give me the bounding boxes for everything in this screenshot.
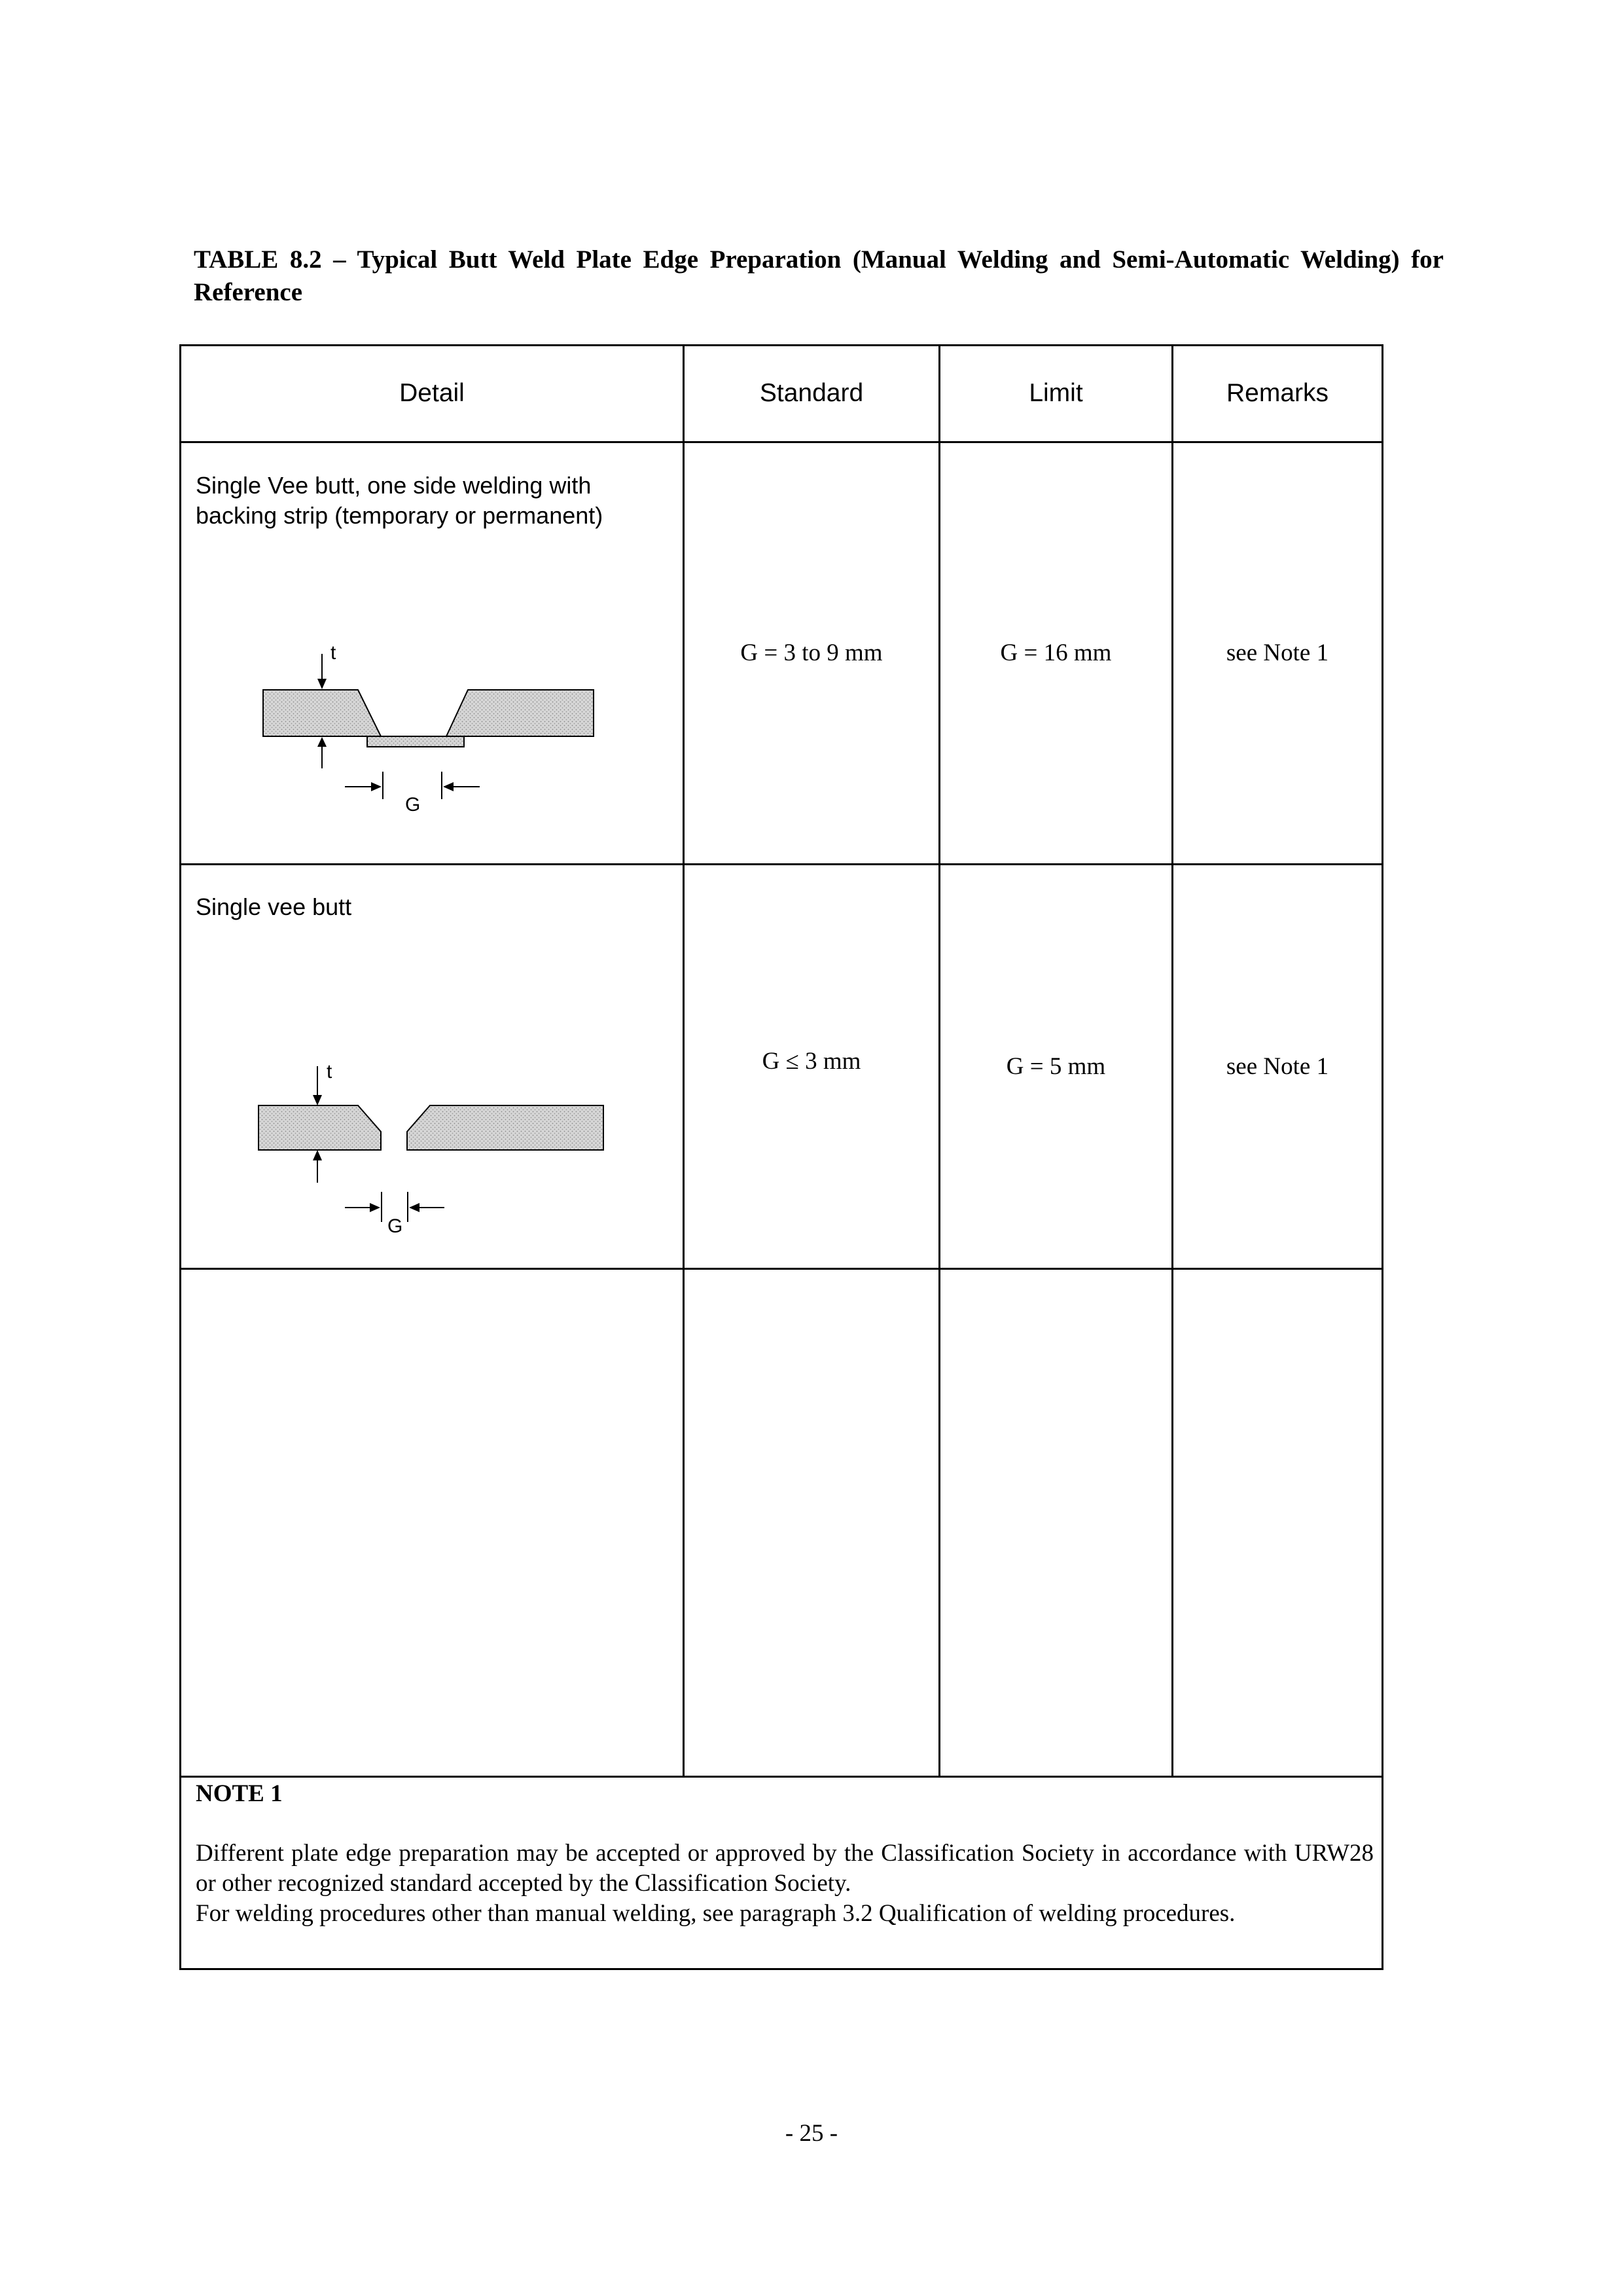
table-title: TABLE 8.2 – Typical Butt Weld Plate Edge Preparation (Manual Welding and Semi-Automatic Welding) for Reference — [194, 245, 1444, 306]
note-body — [196, 1839, 1374, 1929]
right-plate-shape — [407, 1105, 603, 1150]
row-divider — [181, 1268, 1382, 1270]
row1-remarks: see Note 1 — [1226, 639, 1329, 666]
row1-detail: Single Vee butt, one side welding with backing strip (temporary or permanent) — [196, 472, 603, 529]
header-limit: Limit — [1029, 379, 1083, 407]
thickness-label: t — [327, 1061, 332, 1083]
gap-label: G — [405, 794, 421, 816]
row-divider — [181, 863, 1382, 865]
note-title: NOTE 1 — [196, 1780, 283, 1807]
left-plate-shape — [259, 1105, 381, 1150]
header-detail: Detail — [399, 379, 465, 407]
row2-standard: G ≤ 3 mm — [762, 1048, 861, 1075]
row1-standard: G = 3 to 9 mm — [740, 639, 883, 666]
thickness-label: t — [330, 642, 336, 664]
right-plate-shape — [446, 690, 594, 736]
note-line: Different plate edge preparation may be accepted or approved by the Classification Society in accordance with URW28 or other recognized standard accepted by the Classification Society. — [196, 1840, 1374, 1897]
backing-strip-weld-diagram — [253, 634, 646, 831]
row2-remarks: see Note 1 — [1226, 1053, 1329, 1080]
row-divider — [181, 441, 1382, 443]
row1-limit: G = 16 mm — [1000, 639, 1112, 666]
header-remarks: Remarks — [1226, 379, 1329, 407]
page-number: - 25 - — [785, 2120, 838, 2147]
left-plate-shape — [263, 690, 381, 736]
header-standard: Standard — [759, 379, 864, 407]
backing-strip-shape — [367, 736, 464, 747]
row-divider — [181, 1776, 1382, 1778]
row2-limit: G = 5 mm — [1006, 1053, 1106, 1080]
row2-detail: Single vee butt — [196, 893, 352, 920]
single-vee-weld-diagram — [253, 1040, 646, 1236]
gap-label: G — [387, 1215, 403, 1236]
note-line: For welding procedures other than manual welding, see paragraph 3.2 Qualification of welding procedures. — [196, 1900, 1236, 1927]
weld-table — [179, 344, 1383, 1970]
